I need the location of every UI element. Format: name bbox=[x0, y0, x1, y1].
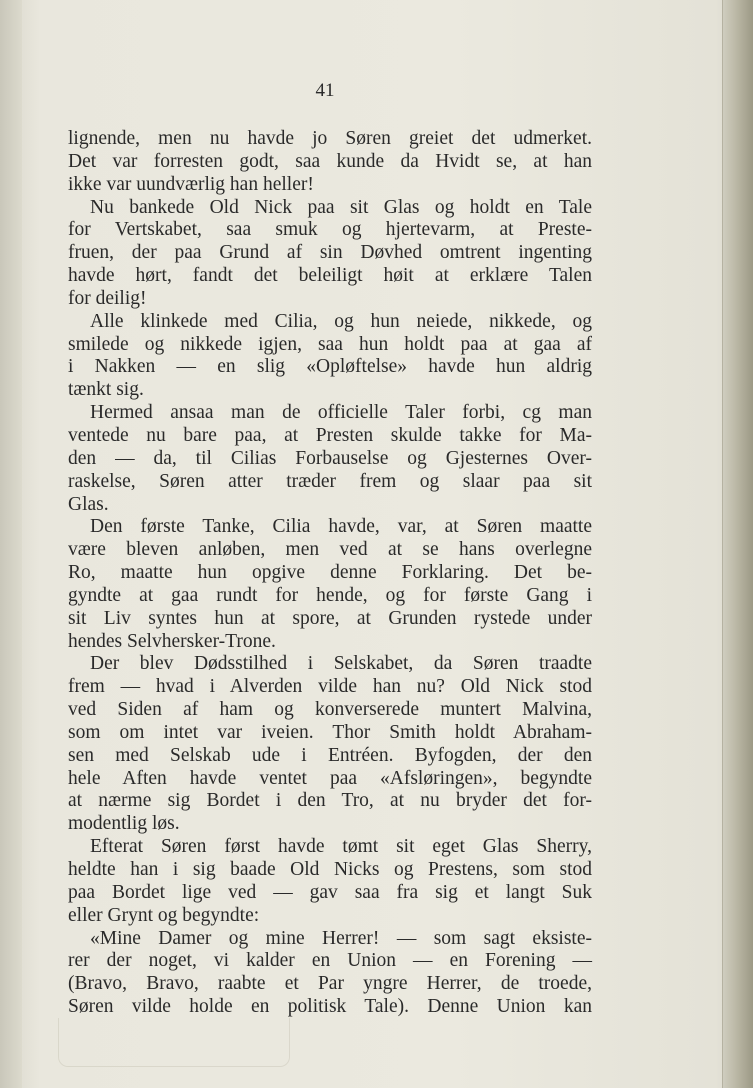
text-line: hele Aften havde ventet paa «Afsløringen», begyndte bbox=[68, 767, 592, 789]
text-line: Søren vilde holde en politisk Tale). Denne Union kan bbox=[68, 996, 592, 1018]
page-gutter bbox=[0, 0, 22, 1088]
text-line: Glas. bbox=[68, 493, 109, 515]
text-line: frem — hvad i Alverden vilde han nu? Old Nick stod bbox=[68, 676, 592, 698]
text-line: rer der noget, vi kalder en Union — en Forening — bbox=[68, 950, 592, 972]
text-line: ventede nu bare paa, at Presten skulde takke for Ma- bbox=[68, 424, 592, 446]
text-line: lignende, men nu havde jo Søren greiet det udmerket. bbox=[68, 128, 592, 149]
text-line: Der blev Dødsstilhed i Selskabet, da Søren traadte bbox=[90, 653, 592, 675]
text-line: være bleven anløben, men ved at se hans overlegne bbox=[68, 539, 592, 561]
text-line: havde hørt, fandt det beleiligt høit at erklære Talen bbox=[68, 265, 592, 287]
text-line: eller Grynt og begyndte: bbox=[68, 904, 260, 926]
book-spine-edge bbox=[722, 0, 753, 1088]
text-line: Alle klinkede med Cilia, og hun neiede, nikkede, og bbox=[90, 310, 592, 332]
text-line: smilede og nikkede igjen, saa hun holdt paa at gaa af bbox=[68, 333, 592, 355]
text-line: Det var forresten godt, saa kunde da Hvidt se, at han bbox=[68, 150, 592, 172]
text-line: heldte han i sig baade Old Nicks og Prestens, som stod bbox=[68, 859, 592, 880]
text-line: i Nakken — en slig «Opløftelse» havde hun aldrig bbox=[68, 356, 592, 378]
text-line: «Mine Damer og mine Herrer! — som sagt eksiste- bbox=[90, 927, 592, 949]
text-line: sit Liv syntes hun at spore, at Grunden rystede under bbox=[68, 607, 592, 629]
text-line: (Bravo, Bravo, raabte et Par yngre Herrer, de troede, bbox=[68, 973, 592, 995]
text-line: paa Bordet lige ved — gav saa fra sig et langt Suk bbox=[68, 881, 592, 903]
text-line: for Vertskabet, saa smuk og hjertevarm, at Preste- bbox=[68, 219, 592, 241]
text-line: tænkt sig. bbox=[68, 379, 144, 401]
text-line: Nu bankede Old Nick paa sit Glas og holdt en Tale bbox=[90, 196, 592, 218]
library-stamp-mark bbox=[58, 1018, 290, 1067]
text-line: Den første Tanke, Cilia havde, var, at Søren maatte bbox=[90, 516, 592, 538]
page-number: 41 bbox=[315, 80, 335, 101]
text-line: raskelse, Søren atter træder frem og slaar paa sit bbox=[68, 470, 592, 492]
text-line: den — da, til Cilias Forbauselse og Gjesternes Over- bbox=[68, 447, 592, 469]
text-line: gyndte at gaa rundt for hende, og for første Gang i bbox=[68, 584, 592, 606]
text-line: modentlig løs. bbox=[68, 813, 180, 835]
text-line: Hermed ansaa man de officielle Taler forbi, cg man bbox=[90, 402, 592, 424]
text-line: Efterat Søren først havde tømt sit eget Glas Sherry, bbox=[90, 836, 592, 858]
text-line: for deilig! bbox=[68, 287, 147, 309]
text-line: ikke var uundværlig han heller! bbox=[68, 173, 314, 195]
text-line: som om intet var iveien. Thor Smith holdt Abraham- bbox=[68, 721, 592, 743]
text-line: ved Siden af ham og konverserede muntert Malvina, bbox=[68, 699, 592, 721]
text-line: sen med Selskab ude i Entréen. Byfogden, der den bbox=[68, 744, 592, 766]
text-line: at nærme sig Bordet i den Tro, at nu bryder det for- bbox=[68, 790, 592, 812]
text-line: Ro, maatte hun opgive denne Forklaring. Det be- bbox=[68, 562, 592, 584]
text-line: hendes Selvhersker-Trone. bbox=[68, 630, 276, 652]
body-text bbox=[68, 128, 592, 1019]
text-line: fruen, der paa Grund af sin Døvhed omtrent ingenting bbox=[68, 242, 592, 264]
